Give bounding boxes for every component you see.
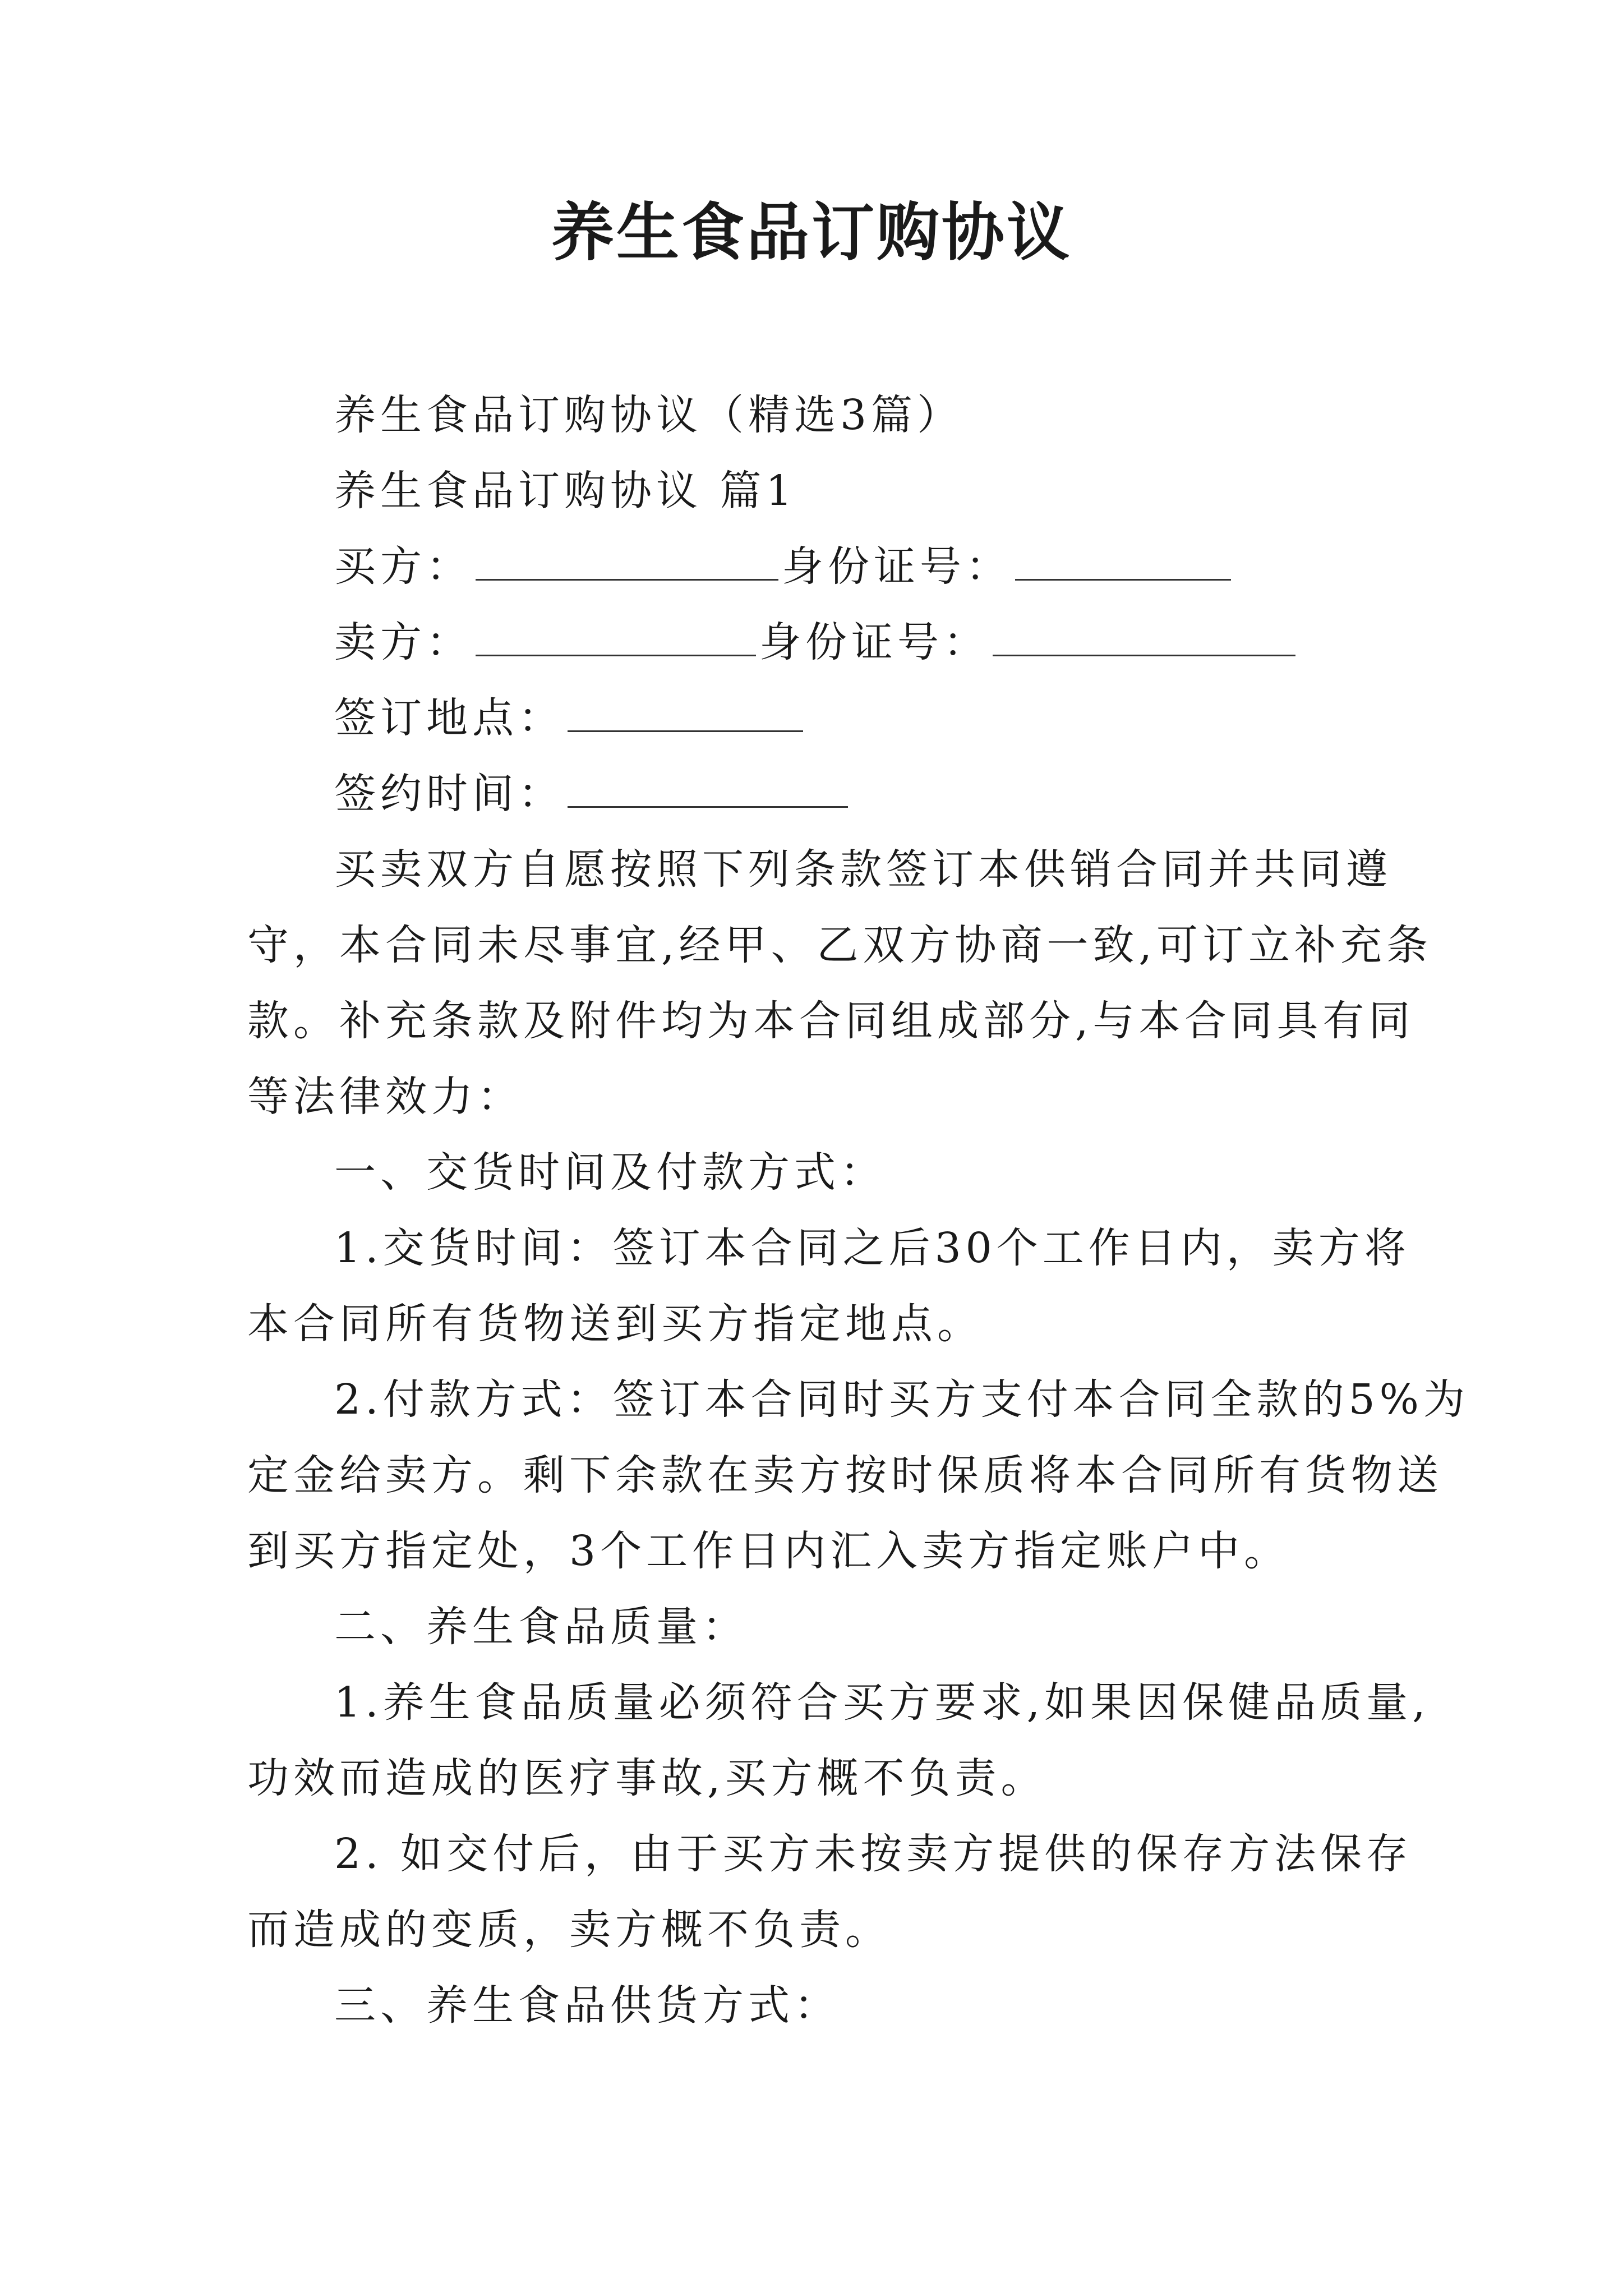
quality-2-line-1: 2. 如交付后，由于买方未按卖方提供的保存方法保存 (334, 1830, 1413, 1878)
delivery-time-line-2: 本合同所有货物送到买方指定地点。 (247, 1300, 983, 1348)
section-heading: 养生食品订购协议 篇1 (334, 467, 797, 515)
signing-time-blank (568, 771, 848, 808)
heading-supply-method: 三、养生食品供货方式： (334, 1981, 840, 2030)
payment-line-3: 到买方指定处，3个工作日内汇入卖方指定账户中。 (247, 1527, 1290, 1575)
intro-line-3: 款。补充条款及附件均为本合同组成部分,与本合同具有同 (247, 997, 1415, 1045)
signing-time-label: 签约时间： (334, 770, 564, 818)
buyer-id-blank (1015, 544, 1231, 581)
intro-line-4: 等法律效力： (247, 1073, 523, 1121)
intro-line-2: 守，本合同未尽事宜,经甲、乙双方协商一致,可订立补充条 (247, 921, 1433, 969)
buyer-label: 买方： (334, 542, 472, 591)
seller-id-blank (993, 620, 1295, 656)
buyer-row (334, 539, 1234, 595)
quality-2-line-2: 而造成的变质，卖方概不负责。 (247, 1906, 891, 1954)
heading-quality: 二、养生食品质量： (334, 1603, 748, 1651)
payment-line-1: 2.付款方式：签订本合同时买方支付本合同全款的5%为 (334, 1375, 1469, 1424)
document-title: 养生食品订购协议 (551, 196, 1072, 269)
buyer-name-blank (476, 544, 778, 581)
seller-name-blank (476, 620, 756, 656)
buyer-id-label: 身份证号： (782, 542, 1012, 591)
document-subtitle: 养生食品订购协议（精选3篇） (334, 391, 963, 439)
signing-place-label: 签订地点： (334, 694, 564, 742)
quality-1-line-2: 功效而造成的医疗事故,买方概不负责。 (247, 1754, 1047, 1802)
seller-id-label: 身份证号： (759, 618, 989, 666)
delivery-time-line-1: 1.交货时间：签订本合同之后30个工作日内，卖方将 (334, 1224, 1410, 1272)
seller-label: 卖方： (334, 618, 472, 666)
heading-delivery-payment: 一、交货时间及付款方式： (334, 1148, 886, 1197)
signing-place-blank (568, 696, 803, 732)
quality-1-line-1: 1.养生食品质量必须符合买方要求,如果因保健品质量, (334, 1678, 1430, 1727)
seller-row (334, 614, 1299, 670)
signing-time-row (334, 766, 851, 822)
payment-line-2: 定金给卖方。剩下余款在卖方按时保质将本合同所有货物送 (247, 1451, 1443, 1499)
signing-place-row (334, 690, 806, 746)
intro-line-1: 买卖双方自愿按照下列条款签订本供销合同并共同遵 (334, 845, 1392, 894)
